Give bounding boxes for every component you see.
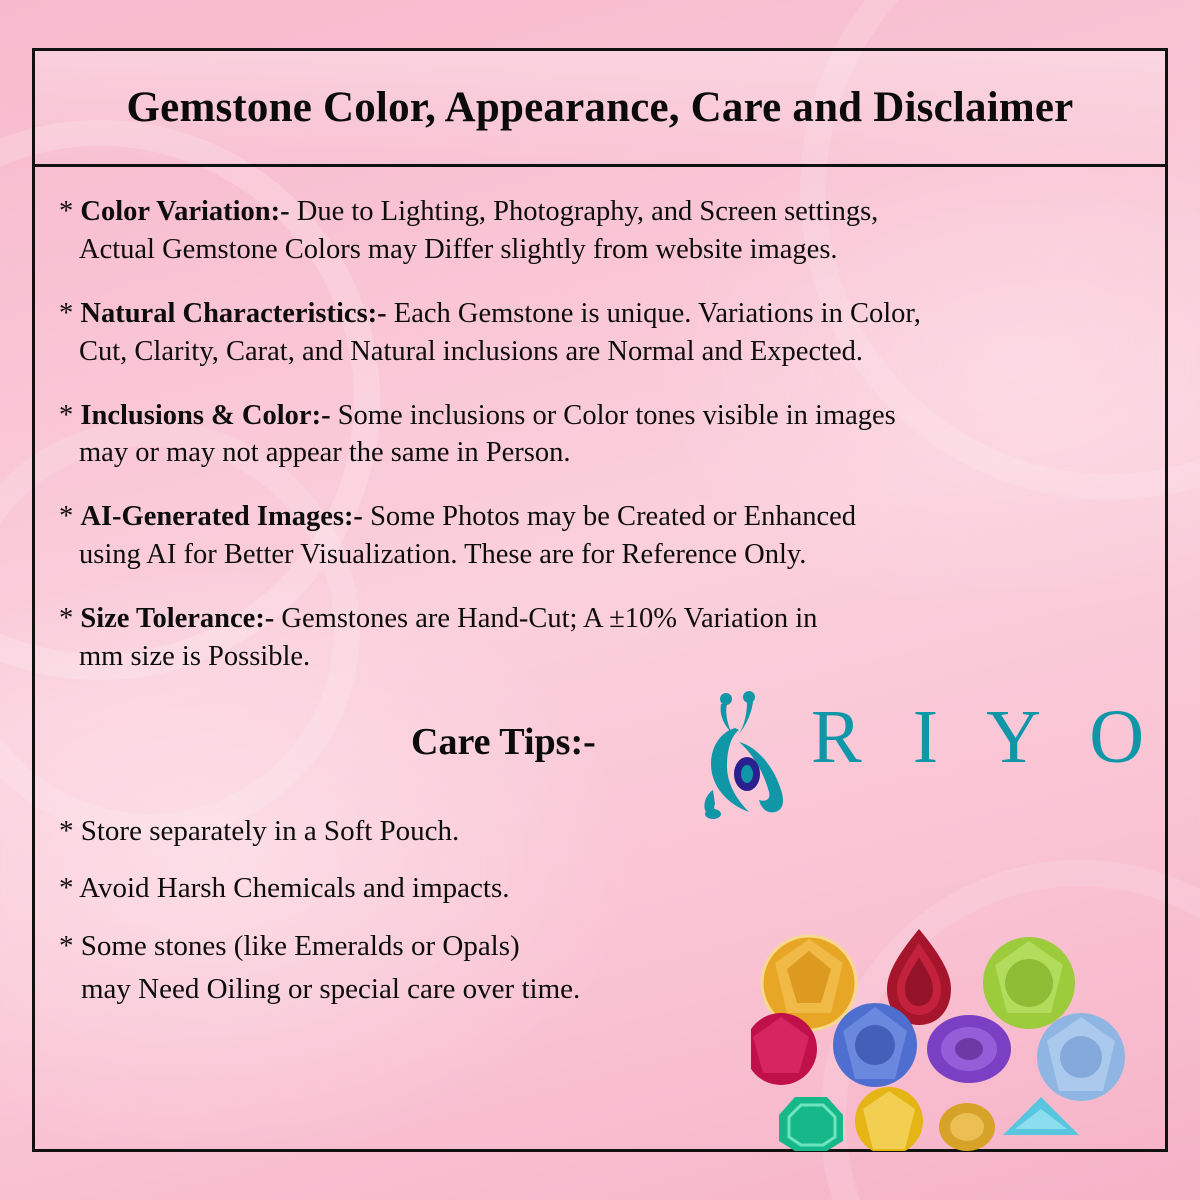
bullet-text-line1: Some inclusions or Color tones visible in images: [330, 399, 896, 431]
yellow-sapphire-round-gem: [855, 1087, 923, 1151]
page-title: Gemstone Color, Appearance, Care and Disclaimer: [126, 84, 1074, 131]
emerald-octagon-gem: [779, 1097, 843, 1151]
care-heading-row: [59, 694, 1161, 794]
brand-name: R I Y O: [811, 694, 1161, 779]
care-item-text: Avoid Harsh Chemicals and impacts.: [79, 872, 510, 905]
bullet-ai-generated-images: [59, 498, 1139, 574]
aquamarine-round-gem: [1037, 1013, 1125, 1101]
bullet-color-variation: [59, 193, 1139, 269]
care-item: [59, 812, 759, 851]
bullet-marker: *: [59, 814, 74, 847]
bullet-text-line2: may or may not appear the same in Person.: [79, 437, 571, 469]
care-tips-heading: Care Tips:-: [411, 720, 596, 763]
bullet-marker: *: [59, 196, 74, 227]
bullet-marker: *: [59, 603, 74, 635]
care-item-continuation: may Need Oiling or special care over time.: [81, 973, 581, 1006]
care-item: [59, 927, 759, 966]
bullet-label: Inclusions & Color:-: [80, 399, 331, 431]
bullet-size-tolerance: [59, 600, 1139, 676]
bullet-marker: *: [59, 297, 74, 329]
care-item: [59, 869, 759, 908]
title-bar: [35, 51, 1165, 167]
bullet-marker: *: [59, 399, 74, 431]
bullet-text-line1: Some Photos may be Created or Enhanced: [362, 501, 857, 533]
peridot-round-gem: [983, 937, 1075, 1029]
bullet-natural-characteristics: [59, 295, 1139, 371]
bullet-text-line2: Cut, Clarity, Carat, and Natural inclusions are Normal and Expected.: [79, 335, 864, 367]
brand-logo: [659, 688, 1179, 828]
bullet-text-line2: using AI for Better Visualization. These are for Reference Only.: [79, 539, 807, 571]
bullet-text-line1: Gemstones are Hand-Cut; A ±10% Variation in: [274, 603, 818, 635]
peacock-icon: [669, 682, 819, 832]
gemstones-illustration: [751, 921, 1171, 1151]
citrine-oval-gem: [939, 1103, 995, 1151]
care-item-text: Store separately in a Soft Pouch.: [80, 814, 460, 847]
bullet-marker: *: [59, 929, 74, 962]
care-item-text: Some stones (like Emeralds or Opals): [80, 929, 520, 962]
blue-topaz-trillion-gem: [1003, 1097, 1079, 1135]
sapphire-round-gem: [833, 1003, 917, 1087]
bullet-text-line1: Due to Lighting, Photography, and Screen settings,: [289, 196, 879, 227]
bullet-label: Natural Characteristics:-: [80, 297, 387, 329]
amethyst-oval-gem: [927, 1015, 1011, 1083]
bullet-label: Color Variation:-: [80, 196, 290, 227]
bullet-text-line2: mm size is Possible.: [79, 641, 311, 673]
bullet-marker: *: [59, 872, 74, 905]
bullet-label: Size Tolerance:-: [80, 603, 275, 635]
bullet-inclusions-color: [59, 397, 1139, 473]
bullet-label: AI-Generated Images:-: [80, 501, 363, 533]
bullet-text-line1: Each Gemstone is unique. Variations in Color,: [386, 297, 921, 329]
card-body: [35, 167, 1165, 1149]
care-tips-list: [59, 812, 759, 1010]
bullet-marker: *: [59, 501, 74, 533]
disclaimer-card: [32, 48, 1168, 1152]
bullet-text-line2: Actual Gemstone Colors may Differ slightly from website images.: [79, 233, 838, 265]
